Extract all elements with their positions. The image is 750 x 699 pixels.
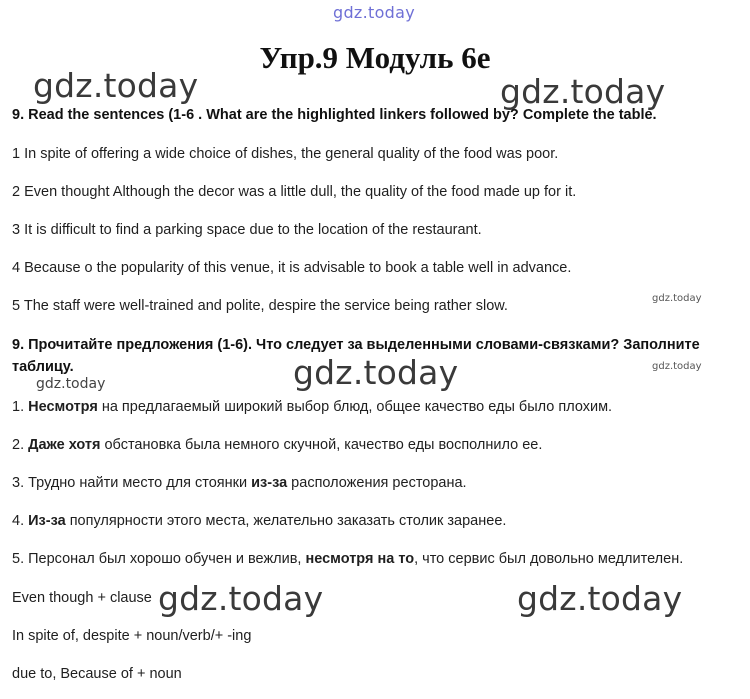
- en-sentence-4: 4 Because o the popularity of this venue, it is advisable to book a table well in advance.: [12, 260, 572, 276]
- en-sentence-3: 3 It is difficult to find a parking space due to the location of the restaurant.: [12, 222, 482, 238]
- ru-sentence-1-pre: 1.: [12, 399, 29, 415]
- watermark-small-left: gdz.today: [36, 376, 106, 392]
- ru-sentence-2-linker: Даже хотя: [28, 437, 101, 453]
- table-row-noun: due to, Because of + noun: [12, 666, 182, 682]
- ru-sentence-5-post: , что сервис был довольно медлителен.: [414, 551, 684, 567]
- ru-sentence-1-post: на предлагаемый широкий выбор блюд, общее качество еды было плохим.: [97, 399, 613, 415]
- watermark-center: gdz.today: [293, 353, 459, 392]
- watermark-left-upper: gdz.today: [33, 66, 199, 105]
- en-sentence-5: 5 The staff were well-trained and polite, despire the service being rather slow.: [12, 298, 508, 314]
- ru-sentence-3-linker: из-за: [251, 475, 288, 491]
- watermark-left-lower: gdz.today: [158, 579, 324, 618]
- ru-sentence-4-linker: Из-за: [28, 513, 66, 529]
- ru-sentence-1-linker: Несмотря: [28, 399, 98, 415]
- ru-sentence-3: [12, 475, 467, 491]
- en-sentence-1: 1 In spite of offering a wide choice of dishes, the general quality of the food was poor.: [12, 146, 559, 162]
- watermark-small-right-2: gdz.today: [652, 361, 702, 372]
- ru-sentence-1: [12, 399, 612, 415]
- watermark-right-upper: gdz.today: [500, 72, 666, 111]
- ru-sentence-4-pre: 4.: [12, 513, 29, 529]
- ru-sentence-3-post: расположения ресторана.: [287, 475, 467, 491]
- watermark-small-right-1: gdz.today: [652, 293, 702, 304]
- en-sentence-2: 2 Even thought Although the decor was a little dull, the quality of the food made up for it.: [12, 184, 577, 200]
- watermark-right-lower: gdz.today: [517, 579, 683, 618]
- ru-sentence-5-linker: несмотря на то: [305, 551, 415, 567]
- ru-sentence-3-pre: 3. Трудно найти место для стоянки: [12, 475, 252, 491]
- ru-sentence-2-post: обстановка была немного скучной, качество еды восполнило ее.: [100, 437, 543, 453]
- en-heading: 9. Read the sentences (1-6 . What are the highlighted linkers followed by? Complete the table.: [12, 107, 657, 123]
- ru-sentence-5: [12, 551, 683, 567]
- ru-sentence-5-pre: 5. Персонал был хорошо обучен и вежлив,: [12, 551, 306, 567]
- table-row-clause: Even though + clause: [12, 590, 152, 606]
- ru-sentence-4: [12, 513, 506, 529]
- watermark-top: gdz.today: [333, 3, 415, 22]
- page-title: Упр.9 Модуль 6е: [259, 40, 491, 75]
- ru-heading: 9. Прочитайте предложения (1-6). Что следует за выделенными словами-связками? Заполните таблицу.: [12, 337, 700, 375]
- ru-sentence-2: [12, 437, 542, 453]
- ru-sentence-4-post: популярности этого места, желательно заказать столик заранее.: [65, 513, 507, 529]
- table-row-noun-verb-ing: In spite of, despite + noun/verb/+ -ing: [12, 628, 252, 644]
- ru-sentence-2-pre: 2.: [12, 437, 29, 453]
